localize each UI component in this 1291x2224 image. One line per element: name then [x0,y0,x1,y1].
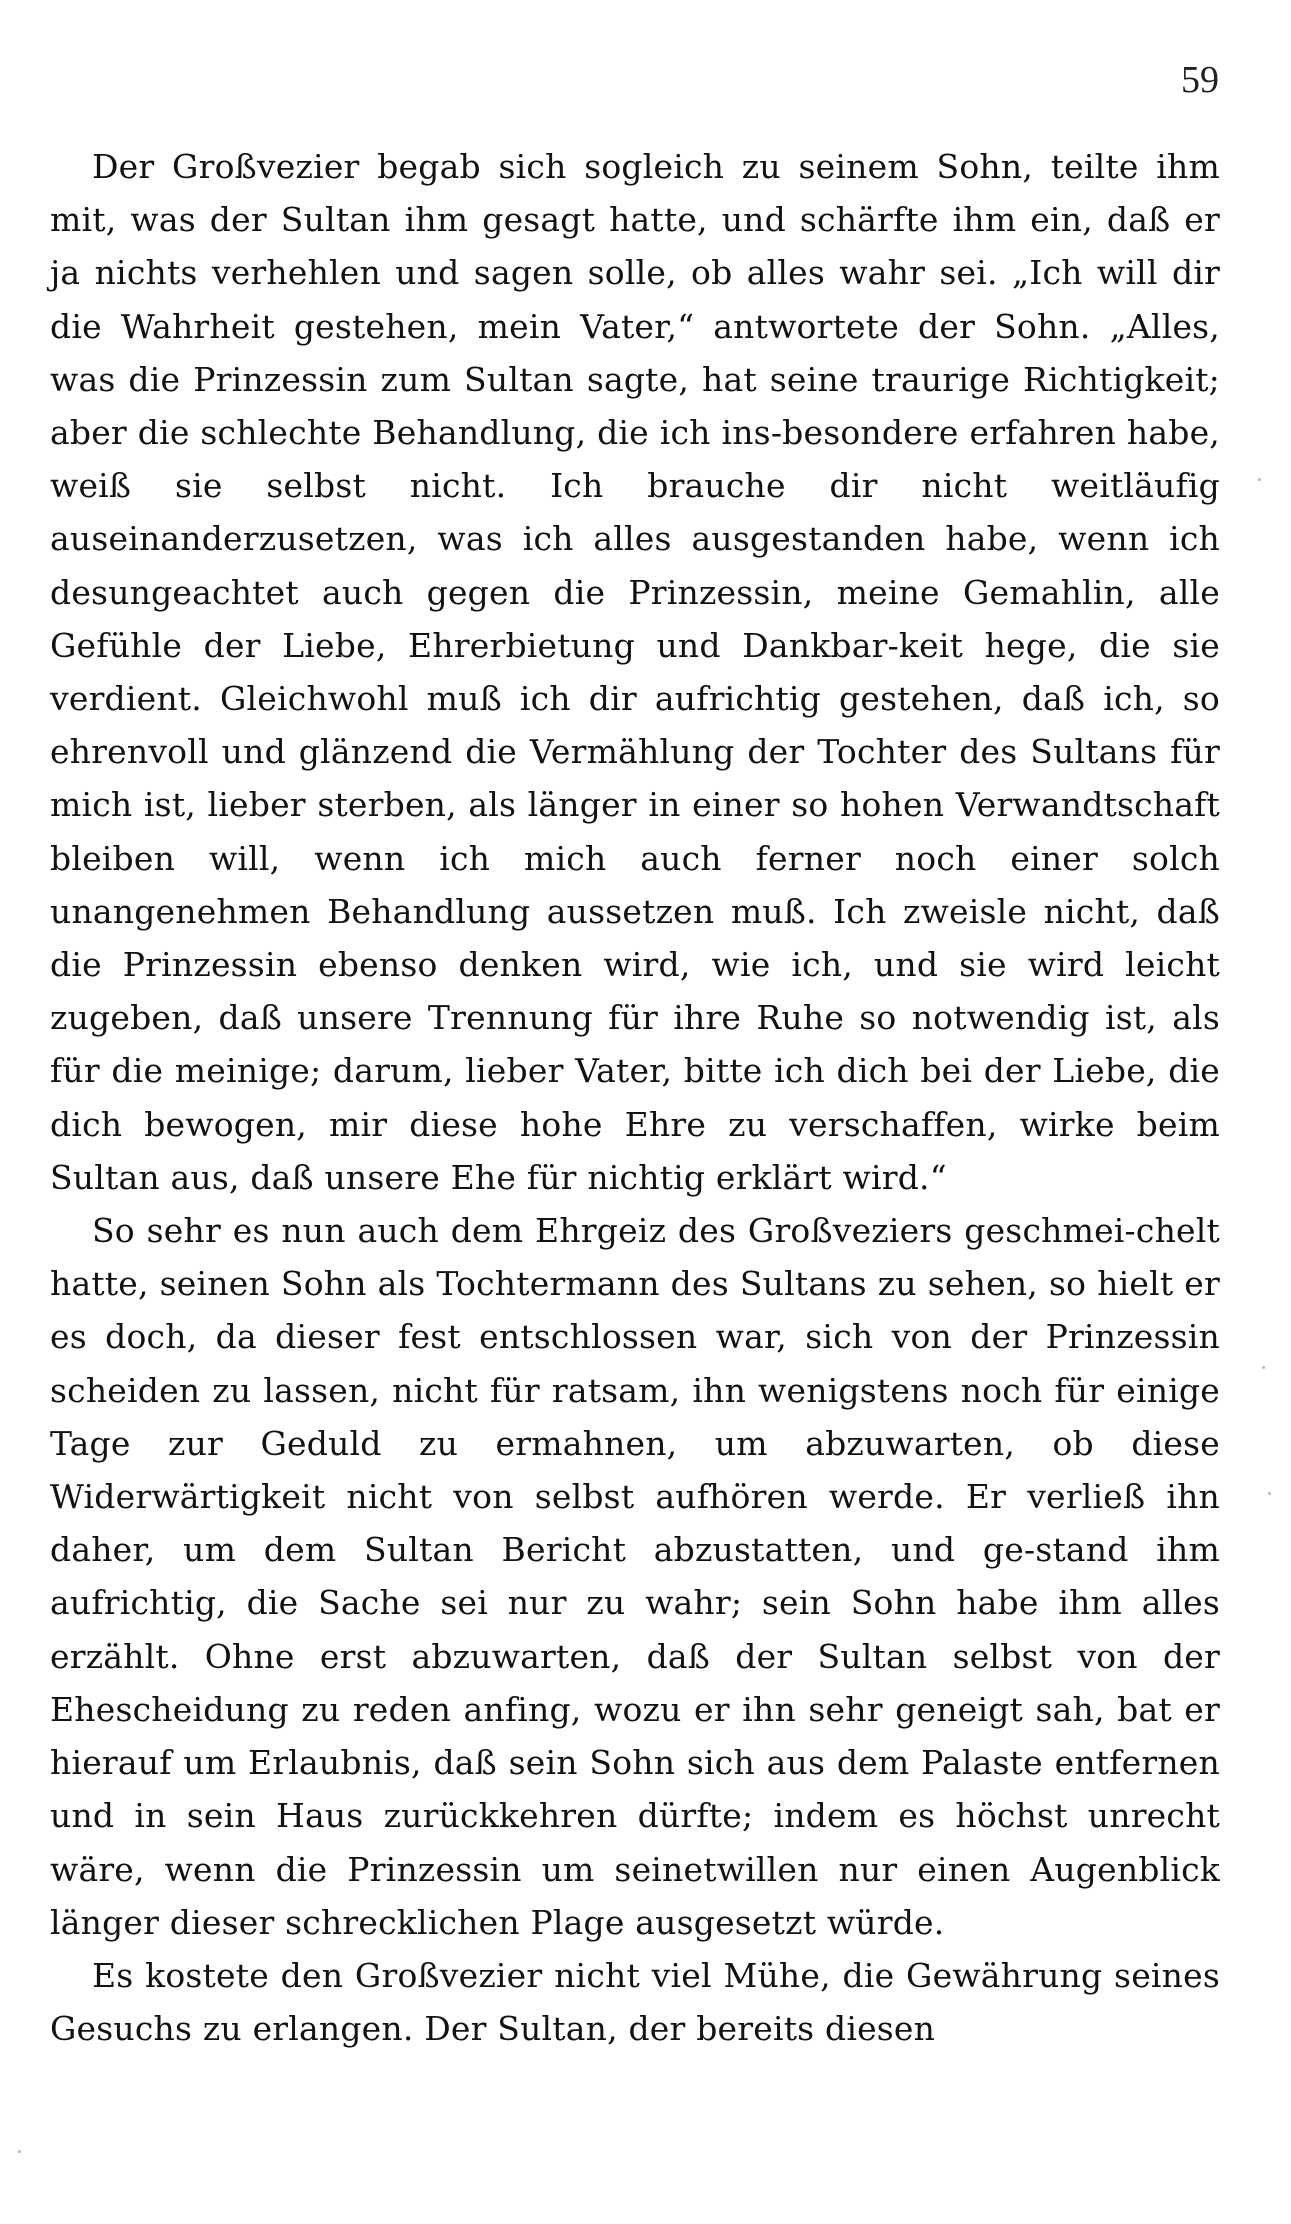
body-text [50,140,1220,2055]
paper-speck [1262,1366,1265,1369]
paragraph-1: Der Großvezier begab sich sogleich zu seinem Sohn, teilte ihm mit, was der Sultan ihm gesagt hatte, und schärfte ihm ein, daß er ja nichts verhehlen und sagen solle, ob alles wahr sei. „Ich will dir die Wahrheit gestehen, mein Vater,“ antwortete der Sohn. „Alles, was die Prinzessin zum Sultan sagte, hat seine traurige Richtigkeit; aber die schlechte Behandlung, die ich ins-besondere erfahren habe, weiß sie selbst nicht. Ich brauche dir nicht weitläufig auseinanderzusetzen, was ich alles ausgestanden habe, wenn ich desungeachtet auch gegen die Prinzessin, meine Gemahlin, alle Gefühle der Liebe, Ehrerbietung und Dankbar-keit hege, die sie verdient. Gleichwohl muß ich dir aufrichtig gestehen, daß ich, so ehrenvoll und glänzend die Vermählung der Tochter des Sultans für mich ist, lieber sterben, als länger in einer so hohen Verwandtschaft bleiben will, wenn ich mich auch ferner noch einer solch unangenehmen Behandlung aussetzen muß. Ich zweisle nicht, daß die Prinzessin ebenso denken wird, wie ich, und sie wird leicht zugeben, daß unsere Trennung für ihre Ruhe so notwendig ist, als für die meinige; darum, lieber Vater, bitte ich dich bei der Liebe, die dich bewogen, mir diese hohe Ehre zu verschaffen, wirke beim Sultan aus, daß unsere Ehe für nichtig erklärt wird.“ [50,147,1220,1197]
page-number: 59 [1181,59,1219,101]
paper-speck [1258,478,1261,481]
paragraph-2: So sehr es nun auch dem Ehrgeiz des Großveziers geschmei-chelt hatte, seinen Sohn als Tochtermann des Sultans zu sehen, so hielt er es doch, da dieser fest entschlossen war, sich von der Prinzessin scheiden zu lassen, nicht für ratsam, ihn wenigstens noch für einige Tage zur Geduld zu ermahnen, um abzuwarten, ob diese Widerwärtigkeit nicht von selbst aufhören werde. Er verließ ihn daher, um dem Sultan Bericht abzustatten, und ge-stand ihm aufrichtig, die Sache sei nur zu wahr; sein Sohn habe ihm alles erzählt. Ohne erst abzuwarten, daß der Sultan selbst von der Ehescheidung zu reden anfing, wozu er ihn sehr geneigt sah, bat er hierauf um Erlaubnis, daß sein Sohn sich aus dem Palaste entfernen und in sein Haus zurückkehren dürfte; indem es höchst unrecht wäre, wenn die Prinzessin um seinetwillen nur einen Augenblick länger dieser schrecklichen Plage ausgesetzt würde. [50,1211,1220,1942]
paper-speck [18,2150,21,2153]
paragraph-3: Es kostete den Großvezier nicht viel Mühe, die Gewährung seines Gesuchs zu erlangen. Der Sultan, der bereits diesen [50,1955,1220,2049]
paper-speck [1268,1492,1271,1495]
